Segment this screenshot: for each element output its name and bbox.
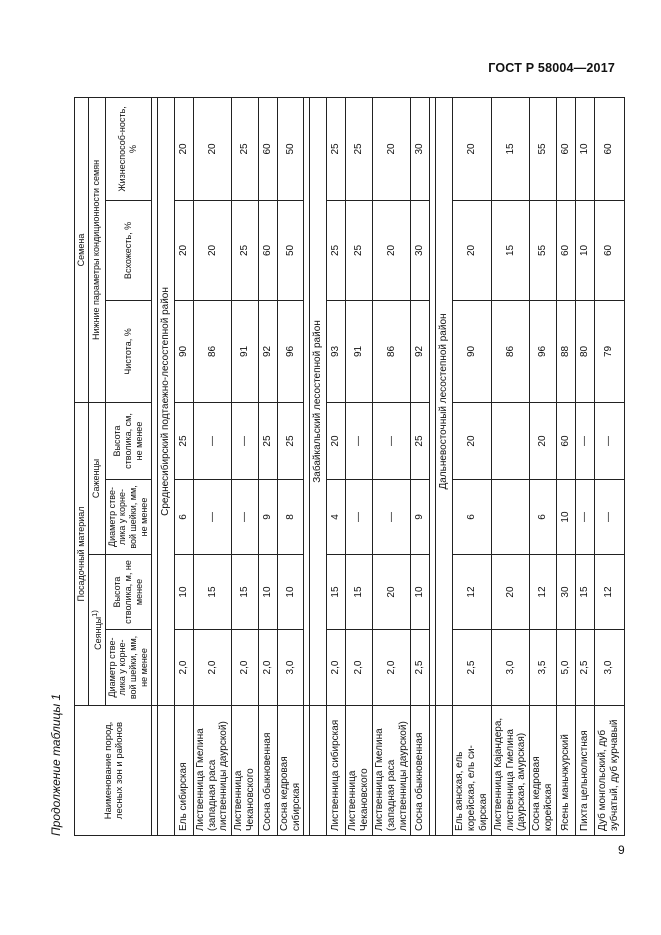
cell-seedling-diameter: 2,5 xyxy=(575,630,594,706)
header-seedling-height: Высота стволика, м, не менее xyxy=(105,555,151,630)
cell-germination: 60 xyxy=(258,200,277,300)
cell-purity: 96 xyxy=(530,300,557,402)
cell-transplant-diameter: — xyxy=(575,480,594,555)
cell-seedling-diameter: 2,0 xyxy=(372,630,410,706)
cell-purity: 79 xyxy=(594,300,624,402)
cell-transplant-diameter: 6 xyxy=(174,480,193,555)
cell-seedling-diameter: 2,0 xyxy=(346,630,373,706)
cell-transplant-height: — xyxy=(232,402,259,479)
cell-seedling-diameter: 3,0 xyxy=(491,630,529,706)
cell-purity: 96 xyxy=(277,300,304,402)
cell-transplant-height: 60 xyxy=(556,402,575,479)
region-blank-cell xyxy=(157,706,174,836)
cell-germination: 60 xyxy=(594,200,624,300)
cell-viability: 20 xyxy=(174,97,193,200)
cell-seedling-height: 15 xyxy=(327,555,346,630)
cell-transplant-height: 25 xyxy=(258,402,277,479)
cell-seedling-height: 10 xyxy=(411,555,430,630)
table-continuation-caption: Продолжение таблицы 1 xyxy=(49,693,63,836)
cell-germination: 30 xyxy=(411,200,430,300)
cell-purity: 93 xyxy=(327,300,346,402)
cell-germination: 20 xyxy=(193,200,231,300)
cell-viability: 20 xyxy=(193,97,231,200)
cell-seedling-diameter: 2,5 xyxy=(453,630,491,706)
cell-seedling-diameter: 5,0 xyxy=(556,630,575,706)
cell-germination: 20 xyxy=(372,200,410,300)
cell-purity: 92 xyxy=(258,300,277,402)
cell-transplant-height: 25 xyxy=(411,402,430,479)
cell-purity: 91 xyxy=(232,300,259,402)
species-name: Лиственница Чекановского xyxy=(232,706,259,836)
cell-seedling-height: 10 xyxy=(174,555,193,630)
seedlings-footnote: 1) xyxy=(89,610,99,617)
species-name: Ель аянская, ель корейская, ель си-бирская xyxy=(453,706,491,836)
cell-purity: 91 xyxy=(346,300,373,402)
region-blank-cell xyxy=(310,706,327,836)
table-row xyxy=(346,97,373,835)
table-row xyxy=(556,97,575,835)
cell-seedling-diameter: 2,0 xyxy=(258,630,277,706)
species-name: Ель сибирская xyxy=(174,706,193,836)
cell-transplant-diameter: 6 xyxy=(530,480,557,555)
cell-purity: 86 xyxy=(193,300,231,402)
cell-germination: 25 xyxy=(327,200,346,300)
cell-seedling-height: 10 xyxy=(258,555,277,630)
cell-transplant-diameter: 4 xyxy=(327,480,346,555)
cell-transplant-diameter: — xyxy=(232,480,259,555)
cell-seedling-height: 15 xyxy=(346,555,373,630)
cell-germination: 20 xyxy=(174,200,193,300)
cell-seedling-height: 15 xyxy=(575,555,594,630)
cell-viability: 60 xyxy=(556,97,575,200)
header-purity: Чистота, % xyxy=(105,300,151,402)
cell-transplant-height: — xyxy=(372,402,410,479)
cell-transplant-height: — xyxy=(594,402,624,479)
table-row xyxy=(277,97,304,835)
cell-viability: 60 xyxy=(594,97,624,200)
header-transplant-diameter: Диаметр стве-лика у корне-вой шейки, мм, не менее xyxy=(105,480,151,555)
cell-viability: 20 xyxy=(372,97,410,200)
cell-seedling-diameter: 3,0 xyxy=(277,630,304,706)
header-seed-params: Нижние параметры кондиционности семян xyxy=(88,97,105,402)
header-names: Наименование пород, лесных зон и районов xyxy=(75,706,152,836)
cell-transplant-diameter: — xyxy=(372,480,410,555)
species-name: Сосна обыкновенная xyxy=(258,706,277,836)
table-row xyxy=(575,97,594,835)
document-code: ГОСТ Р 58004—2017 xyxy=(488,61,615,75)
table-row xyxy=(174,97,193,835)
page-number: 9 xyxy=(618,843,625,857)
cell-germination: 25 xyxy=(346,200,373,300)
region-title: Дальневосточный лесостепной район xyxy=(436,97,453,705)
cell-transplant-diameter: 9 xyxy=(411,480,430,555)
cell-transplant-height: 25 xyxy=(174,402,193,479)
table-row xyxy=(491,97,529,835)
table-row xyxy=(594,97,624,835)
cell-seedling-diameter: 2,0 xyxy=(174,630,193,706)
header-transplant-height: Высота стволика, см, не менее xyxy=(105,402,151,479)
table-row xyxy=(232,97,259,835)
cell-seedling-height: 15 xyxy=(193,555,231,630)
table-row xyxy=(327,97,346,835)
cell-purity: 90 xyxy=(174,300,193,402)
cell-transplant-diameter: 8 xyxy=(277,480,304,555)
region-row xyxy=(310,97,327,835)
cell-viability: 25 xyxy=(346,97,373,200)
header-seeds: Семена xyxy=(75,97,89,402)
species-name: Лиственница Чекановского xyxy=(346,706,373,836)
table-row xyxy=(411,97,430,835)
cell-seedling-diameter: 2,0 xyxy=(193,630,231,706)
header-germination: Всхожесть, % xyxy=(105,200,151,300)
region-row xyxy=(436,97,453,835)
cell-seedling-diameter: 2,0 xyxy=(232,630,259,706)
table-row xyxy=(530,97,557,835)
species-name: Лиственница Кајандера, лиственница Гмелина (даурская, амурская) xyxy=(491,706,529,836)
cell-germination: 25 xyxy=(232,200,259,300)
header-viability: Жизнеспособ-ность, % xyxy=(105,97,151,200)
header-seedling-diameter: Диаметр стве-лика у корне-вой шейки, мм, не менее xyxy=(105,630,151,706)
cell-seedling-height: 20 xyxy=(491,555,529,630)
species-name: Лиственница Гмелина (западная раса лиственницы даурской) xyxy=(193,706,231,836)
cell-viability: 25 xyxy=(327,97,346,200)
cell-transplant-diameter xyxy=(491,480,529,555)
header-row-1 xyxy=(75,97,89,835)
cell-seedling-diameter: 3,5 xyxy=(530,630,557,706)
cell-purity: 86 xyxy=(491,300,529,402)
cell-purity: 92 xyxy=(411,300,430,402)
cell-transplant-diameter: — xyxy=(594,480,624,555)
table-row xyxy=(258,97,277,835)
cell-seedling-height: 10 xyxy=(277,555,304,630)
cell-seedling-height: 20 xyxy=(372,555,410,630)
cell-germination: 60 xyxy=(556,200,575,300)
seedlings-label: Сеянцы xyxy=(92,616,103,650)
cell-transplant-diameter: 10 xyxy=(556,480,575,555)
species-name: Сосна кедровая корейская xyxy=(530,706,557,836)
cell-germination: 55 xyxy=(530,200,557,300)
cell-transplant-height xyxy=(491,402,529,479)
table-row xyxy=(453,97,491,835)
cell-transplant-diameter: — xyxy=(193,480,231,555)
species-name: Сосна обыкновенная xyxy=(411,706,430,836)
cell-transplant-height: 20 xyxy=(327,402,346,479)
cell-transplant-diameter: 6 xyxy=(453,480,491,555)
header-planting-material: Посадочный материал xyxy=(75,402,89,705)
cell-purity: 80 xyxy=(575,300,594,402)
table-row xyxy=(372,97,410,835)
cell-transplant-height: — xyxy=(193,402,231,479)
species-name: Ясень маньчжурский xyxy=(556,706,575,836)
cell-transplant-height: 20 xyxy=(453,402,491,479)
species-name: Лиственница Гмелина (западная раса лиственницы даурской) xyxy=(372,706,410,836)
cell-seedling-height: 30 xyxy=(556,555,575,630)
region-blank-cell xyxy=(436,706,453,836)
cell-transplant-height: 25 xyxy=(277,402,304,479)
species-name: Сосна кедровая сибирская xyxy=(277,706,304,836)
cell-viability: 10 xyxy=(575,97,594,200)
cell-transplant-diameter: 9 xyxy=(258,480,277,555)
header-transplants: Саженцы xyxy=(88,402,105,554)
cell-purity: 86 xyxy=(372,300,410,402)
cell-seedling-height: 12 xyxy=(530,555,557,630)
cell-transplant-diameter: — xyxy=(346,480,373,555)
table-row xyxy=(193,97,231,835)
cell-viability: 55 xyxy=(530,97,557,200)
cell-germination: 50 xyxy=(277,200,304,300)
cell-transplant-height: — xyxy=(575,402,594,479)
cell-transplant-height: 20 xyxy=(530,402,557,479)
cell-seedling-height: 12 xyxy=(594,555,624,630)
header-seedlings xyxy=(88,555,105,706)
region-title: Забайкальский лесостепной район xyxy=(310,97,327,705)
species-name: Дуб монгольский, дуб зубчатый, дуб курчавый xyxy=(594,706,624,836)
cell-seedling-diameter: 2,0 xyxy=(327,630,346,706)
species-name: Пихта цельнолистная xyxy=(575,706,594,836)
cell-purity: 88 xyxy=(556,300,575,402)
cell-seedling-height: 15 xyxy=(232,555,259,630)
cell-seedling-diameter: 2,5 xyxy=(411,630,430,706)
rotated-page-content xyxy=(47,98,621,836)
cell-viability: 60 xyxy=(258,97,277,200)
cell-viability: 30 xyxy=(411,97,430,200)
region-row xyxy=(157,97,174,835)
cell-viability: 15 xyxy=(491,97,529,200)
region-title: Среднесибирский подтаежно-лесостепной район xyxy=(157,97,174,705)
cell-viability: 25 xyxy=(232,97,259,200)
cell-transplant-height: — xyxy=(346,402,373,479)
cell-seedling-diameter: 3,0 xyxy=(594,630,624,706)
species-name: Лиственница сибирская xyxy=(327,706,346,836)
cell-germination: 15 xyxy=(491,200,529,300)
cell-germination: 20 xyxy=(453,200,491,300)
cell-purity: 90 xyxy=(453,300,491,402)
cell-germination: 10 xyxy=(575,200,594,300)
cell-viability: 50 xyxy=(277,97,304,200)
seed-standards-table xyxy=(74,97,625,836)
cell-seedling-height: 12 xyxy=(453,555,491,630)
cell-viability: 20 xyxy=(453,97,491,200)
